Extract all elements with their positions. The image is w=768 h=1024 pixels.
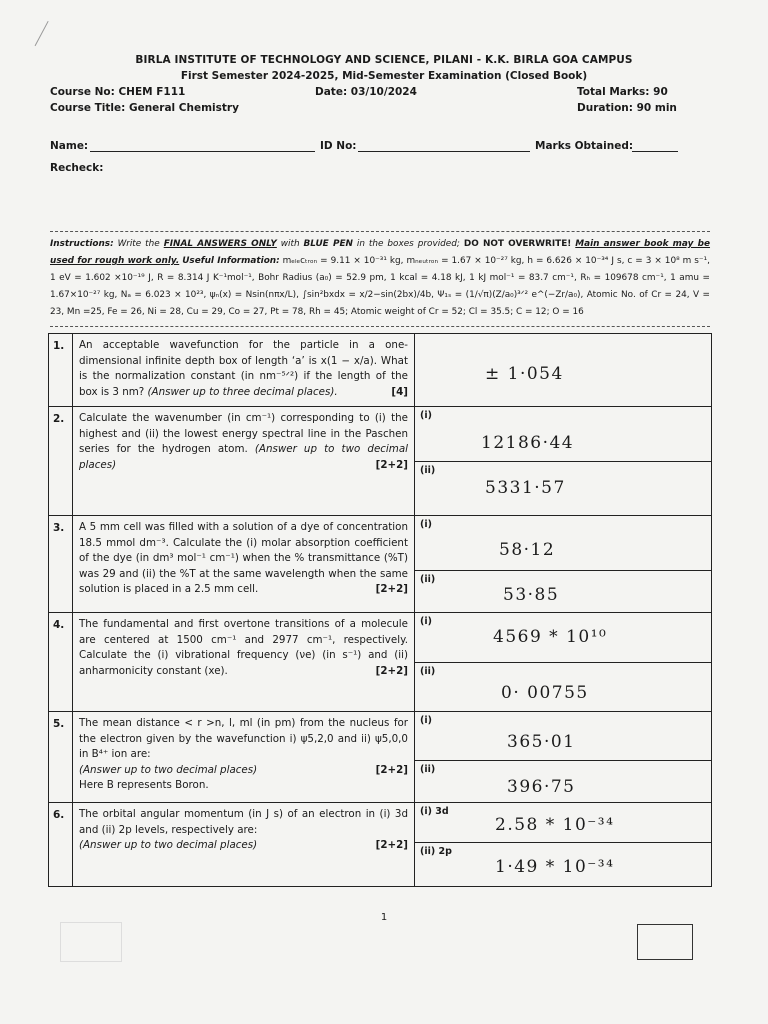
page-number: 1 bbox=[380, 912, 388, 923]
course-title: Course Title: General Chemistry bbox=[50, 102, 239, 114]
question-number: 1. bbox=[49, 334, 73, 407]
question-number: 2. bbox=[49, 407, 73, 516]
question-marks: [2+2] bbox=[375, 763, 408, 776]
marks-obtained-label: Marks Obtained: bbox=[535, 140, 634, 152]
question-text: An acceptable wavefunction for the particle in a one-dimensional infinite depth box of length ‘a’ is x(1 − x/a). What is the normalization constant (in nm⁻⁵ᐟ²) if the length of the box is 3 nm? (Answer up to three decimal places). [4] bbox=[73, 334, 415, 407]
answer-box[interactable] bbox=[415, 663, 712, 712]
question-text: Calculate the wavenumber (in cm⁻¹) corresponding to (i) the highest and (ii) the lowest energy spectral line in the Paschen series for the hydrogen atom. (Answer up to two decimal places) [2+2] bbox=[73, 407, 415, 516]
question-number: 5. bbox=[49, 712, 73, 803]
marks-obtained-field[interactable] bbox=[632, 151, 678, 152]
handwritten-answer: 58·12 bbox=[499, 540, 556, 560]
handwritten-answer: 0· 00755 bbox=[501, 683, 589, 703]
recheck-label: Recheck: bbox=[50, 162, 104, 174]
answer-box[interactable] bbox=[415, 571, 712, 613]
question-text: The orbital angular momentum (in J s) of an electron in (i) 3d and (ii) 2p levels, respectively are: (Answer up to two decimal places) [2+2] bbox=[73, 803, 415, 887]
answer-box[interactable] bbox=[415, 843, 712, 887]
exam-duration: Duration: 90 min bbox=[577, 102, 677, 114]
rough-work-note: Main answer book may be used for rough work only. bbox=[50, 239, 711, 266]
name-field[interactable] bbox=[90, 151, 315, 152]
question-marks: [2+2] bbox=[375, 664, 408, 677]
answer-part-label: (i) bbox=[420, 519, 432, 530]
question-marks: [4] bbox=[391, 385, 408, 398]
blue-pen-emphasis: BLUE PEN bbox=[303, 239, 353, 249]
institute-name: BIRLA INSTITUTE OF TECHNOLOGY AND SCIENCE, PILANI - K.K. BIRLA GOA CAMPUS bbox=[135, 54, 633, 66]
score-box[interactable] bbox=[637, 924, 693, 960]
question-text: The fundamental and first overtone transitions of a molecule are centered at 1500 cm⁻¹ and 2977 cm⁻¹, respectively. Calculate the (i) vibrational frequency (νe) (in s⁻¹) and (ii) anharmonicity constant (xe). [2+2] bbox=[73, 613, 415, 712]
answer-part-label: (ii) bbox=[420, 666, 436, 677]
answer-part-label: (ii) bbox=[420, 764, 436, 775]
answer-box[interactable] bbox=[415, 462, 712, 516]
handwritten-answer: 365·01 bbox=[507, 732, 576, 752]
no-overwrite-emphasis: DO NOT OVERWRITE! bbox=[463, 239, 572, 249]
instructions-lead: Instructions: bbox=[50, 239, 114, 249]
question-text: The mean distance < r >n, l, ml (in pm) from the nucleus for the electron given by the wavefunction i) ψ5,2,0 and ii) ψ5,0,0 in B⁴⁺ ion are: (Answer up to two decimal places) [2+2] Here B represents Boron. bbox=[73, 712, 415, 803]
divider-bottom bbox=[50, 326, 710, 327]
question-marks: [2+2] bbox=[375, 839, 408, 851]
faint-box bbox=[60, 922, 122, 962]
id-field[interactable] bbox=[358, 151, 530, 152]
answer-box[interactable] bbox=[415, 761, 712, 803]
question-text: A 5 mm cell was filled with a solution of a dye of concentration 18.5 mmol dm⁻³. Calculate the (i) molar absorption coefficient of the dye (in dm³ mol⁻¹ cm⁻¹) when the % transmittance (%T) was 29 and (ii) the %T at the same wavelength when the same solution is placed in a 2.5 mm cell. [2+2] bbox=[73, 516, 415, 613]
answer-box[interactable] bbox=[415, 516, 712, 571]
total-marks: Total Marks: 90 bbox=[577, 86, 668, 98]
id-label: ID No: bbox=[320, 140, 357, 152]
exam-date: Date: 03/10/2024 bbox=[315, 86, 417, 98]
final-answers-emphasis: FINAL ANSWERS ONLY bbox=[163, 239, 277, 249]
answer-part-label: (i) bbox=[420, 410, 432, 421]
course-number: Course No: CHEM F111 bbox=[50, 86, 186, 98]
physical-constants: mₑₗₑcₜᵣₒₙ = 9.11 × 10⁻³¹ kg, mₙₑᵤₜᵣₒₙ = 1.67 × 10⁻²⁷ kg, h = 6.626 × 10⁻³⁴ J s, c = 3 × 10⁸ m s⁻¹, 1 eV = 1.602 ×10⁻¹⁹ J, R = 8.314 J K⁻¹mol⁻¹, Bohr Radius (a₀) = 52.9 pm, 1 kcal = 4.18 kJ, 1 kJ mol⁻¹ = 83.7 cm⁻¹, Rₕ = 109678 cm⁻¹, 1 amu = 1.67×10⁻²⁷ kg, Nₐ = 6.023 × 10²³, ψₙ(x) = Nsin(nπx/L), ∫sin²bxdx = x/2−sin(2bx)/4b, Ψ₁ₛ = (1/√π)(Z/a₀)³ᐟ² e^(−Zr/a₀), Atomic No. of Cr = 24, V = 23, Mn =25, Fe = 26, Ni = 28, Cu = 29, Co = 27, Pt = 78, Rh = 45; Atomic weight of Cr = 52; Cl = 35.5; C = 12; O = 16 bbox=[50, 256, 710, 317]
exam-title: First Semester 2024-2025, Mid-Semester Examination (Closed Book) bbox=[180, 70, 588, 82]
handwritten-answer: 5331·57 bbox=[485, 478, 566, 498]
useful-info-label: Useful Information: bbox=[182, 256, 280, 266]
answer-part-label: (ii) bbox=[420, 465, 436, 476]
answer-box[interactable] bbox=[415, 712, 712, 761]
question-number: 6. bbox=[49, 803, 73, 887]
answer-box[interactable] bbox=[415, 407, 712, 462]
handwritten-answer: ± 1·054 bbox=[485, 364, 564, 384]
name-label: Name: bbox=[50, 140, 89, 152]
handwritten-answer: 1·49 * 10⁻³⁴ bbox=[495, 857, 615, 877]
pencil-mark bbox=[35, 21, 66, 55]
answer-part-label: (i) bbox=[420, 715, 432, 726]
instructions-block: Instructions: Write the FINAL ANSWERS ONLY with BLUE PEN in the boxes provided; DO NOT OVERWRITE! Main answer book may be used for rough work only. Useful Information: mₑₗₑcₜᵣₒₙ = 9.11 × 10⁻³¹ kg, mₙₑᵤₜᵣₒₙ = 1.67 × 10⁻²⁷ kg, h = 6.626 × 10⁻³⁴ J s, c = 3 × 10⁸ m s⁻¹, 1 eV = 1.602 ×10⁻¹⁹ J, R = 8.314 J K⁻¹mol⁻¹, Bohr Radius (a₀) = 52.9 pm, 1 kcal = 4.18 kJ, 1 kJ mol⁻¹ = 83.7 cm⁻¹, Rₕ = 109678 cm⁻¹, 1 amu = 1.67×10⁻²⁷ kg, Nₐ = 6.023 × 10²³, ψₙ(x) = Nsin(nπx/L), ∫sin²bxdx = x/2−sin(2bx)/4b, Ψ₁ₛ = (1/√π)(Z/a₀)³ᐟ² e^(−Zr/a₀), Atomic No. of Cr = 24, V = 23, Mn =25, Fe = 26, Ni = 28, Cu = 29, Co = 27, Pt = 78, Rh = 45; Atomic weight of Cr = 52; Cl = 35.5; C = 12; O = 16 bbox=[50, 239, 711, 317]
handwritten-answer: 12186·44 bbox=[481, 433, 575, 453]
question-marks: [2+2] bbox=[375, 583, 408, 595]
divider-top bbox=[50, 231, 710, 232]
answer-box[interactable] bbox=[415, 334, 712, 407]
answer-part-label: (ii) 2p bbox=[420, 846, 452, 857]
handwritten-answer: 4569 * 10¹⁰ bbox=[493, 627, 608, 647]
answer-box[interactable] bbox=[415, 803, 712, 843]
questions-table bbox=[48, 333, 712, 887]
question-number: 3. bbox=[49, 516, 73, 613]
answer-box[interactable] bbox=[415, 613, 712, 663]
handwritten-answer: 53·85 bbox=[503, 585, 560, 605]
handwritten-answer: 396·75 bbox=[507, 777, 576, 797]
answer-part-label: (ii) bbox=[420, 574, 436, 585]
handwritten-answer: 2.58 * 10⁻³⁴ bbox=[495, 815, 615, 835]
question-note: Here B represents Boron. bbox=[79, 779, 209, 791]
question-marks: [2+2] bbox=[375, 458, 408, 471]
answer-part-label: (i) bbox=[420, 616, 432, 627]
answer-part-label: (i) 3d bbox=[420, 806, 449, 817]
question-number: 4. bbox=[49, 613, 73, 712]
